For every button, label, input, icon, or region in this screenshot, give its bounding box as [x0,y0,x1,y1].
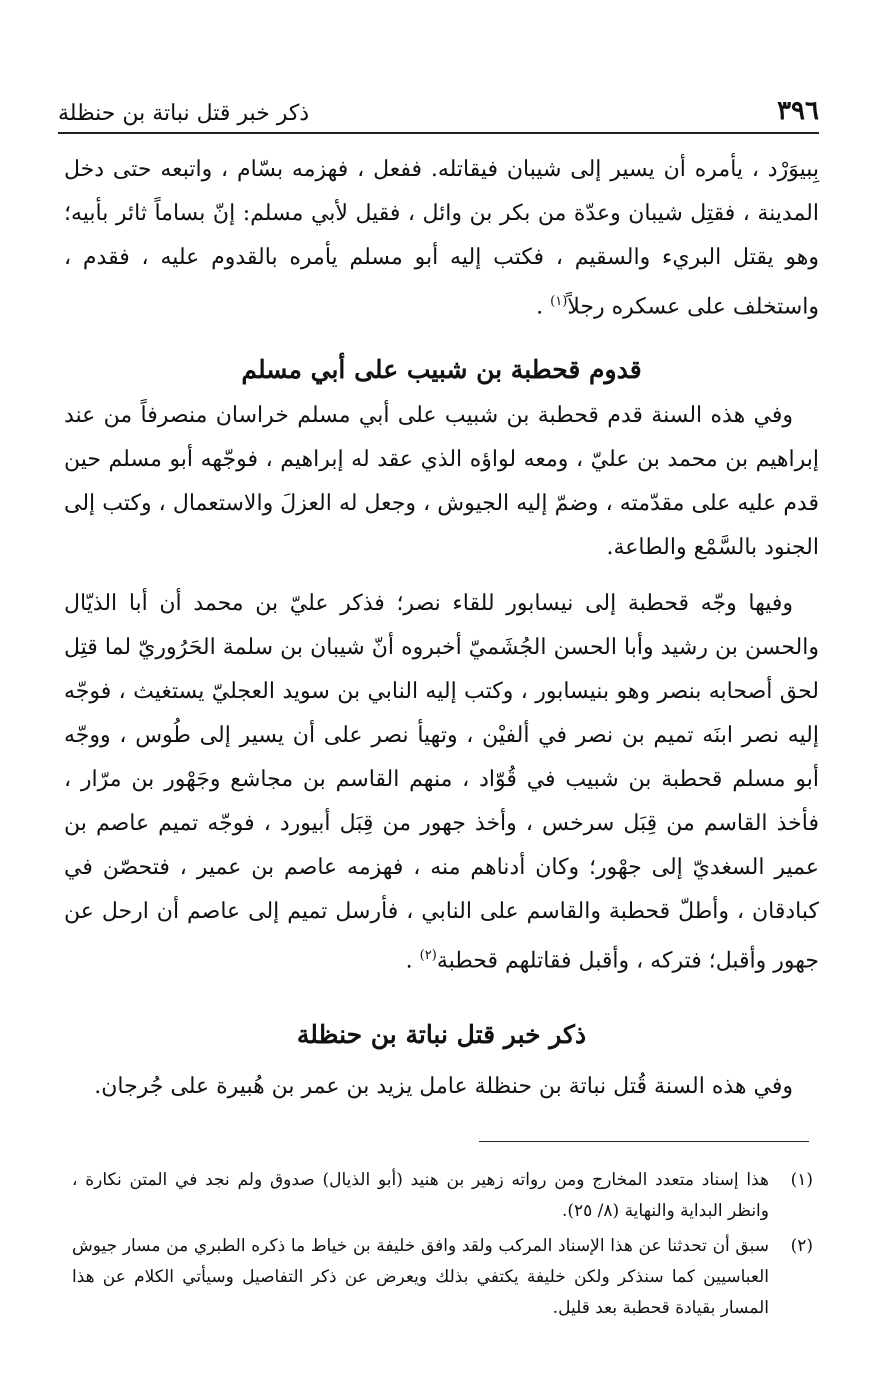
footnote-divider [479,1141,809,1142]
footnote-number: (١) [790,1170,813,1190]
footnote-2 [72,1231,813,1324]
footnote-1 [72,1165,813,1227]
footnotes [72,1165,813,1328]
page-header [58,78,819,134]
paragraph-3-end: . [405,948,420,974]
section-heading-2: ذكر خبر قتل نباتة بن حنظلة [296,1019,587,1049]
paragraph-3-text: وفيها وجّه قحطبة إلى نيسابور للقاء نصر؛ فذكر عليّ بن محمد أن أبا الذيّال والحسن بن رشيد وأبا الحسن الجُشَميّ أخبروه أنّ شيبان بن سلمة الحَرُوريّ لما قتِل لحق أصحابه بنصر وهو بنيسابور ، وكتب إليه النابي بن سويد العجليّ يستغيث ، فوجّه إليه نصر ابنَه تميم بن نصر في ألفيْن ، وتهيأ نصر على أن يسير إلى طُوس ، ووجّه أبو مسلم قحطبة بن شبيب في قُوّاد ، منهم القاسم بن مجاشع وجَهْور بن مرّار ، فأخذ القاسم من قِبَل سرخس ، وأخذ جهور من قِبَل أبيورد ، فوجّه تميم عاصم بن عمير السغديّ إلى جهْور؛ وكان أدناهم منه ، فهزمه عاصم بن عمير ، فتحصّن في كبادقان ، وأطلّ قحطبة والقاسم على النابي ، فأرسل تميم إلى عاصم أن ارحل عن جهور وأقبل؛ فتركه ، وأقبل فقاتلهم قحطبة [64,591,819,974]
footnote-text: سبق أن تحدثنا عن هذا الإسناد المركب ولقد وافق خليفة بن خياط ما ذكره الطبري من مسار جيوش العباسيين كما سنذكر ولكن خليفة يكتفي بذلك ويعرض عن ذكر التفاصيل وسيأتي الكلام عن هذا المسار بقيادة قحطبة بعد قليل. [72,1236,769,1318]
paragraph-4: وفي هذه السنة قُتل نباتة بن حنظلة عامل يزيد بن عمر بن هُبيرة على جُرجان. [94,1073,793,1099]
footnote-text: هذا إسناد متعدد المخارج ومن رواته زهير بن هنيد (أبو الذيال) صدوق ولم نجد في المتن نكارة ، وانظر البداية والنهاية (٨/ ٢٥). [72,1170,769,1221]
paragraph-3 [64,582,819,983]
footnote-ref-1: (١) [550,294,568,309]
footnote-number: (٢) [790,1236,813,1256]
main-text [64,148,819,1121]
paragraph-1-text: بِبيوَرْد ، يأمره أن يسير إلى شيبان فيقاتله. ففعل ، فهزمه بسّام ، واتبعه حتى دخل المدينة ، فقتِل شيبان وعدّة من بكر بن وائل ، فقيل لأبي مسلم: إنّ بساماً ثائر بأبيه؛ وهو يقتل البريء والسقيم ، فكتب إليه أبو مسلم يأمره بالقدوم عليه ، فقدم ، واستخلف على عسكره رجلاً [64,157,819,320]
paragraph-1-end: . [536,294,551,320]
paragraph-2: وفي هذه السنة قدم قحطبة بن شبيب على أبي مسلم خراسان منصرفاً من عند إبراهيم بن محمد بن عليّ ، ومعه لواؤه الذي عقد له إبراهيم ، فوجّهه أبو مسلم حين قدم عليه على مقدّمته ، وضمّ إليه الجيوش ، وجعل له العزلَ والاستعمال ، وكتب إلى الجنود بالسَّمْع والطاعة. [64,403,819,561]
page-number: ٣٩٦ [777,96,819,126]
paragraph-1 [64,148,819,329]
section-heading-1: قدوم قحطبة بن شبيب على أبي مسلم [241,355,642,385]
running-title: ذكر خبر قتل نباتة بن حنظلة [58,101,310,126]
footnote-ref-2: (٢) [419,948,437,964]
